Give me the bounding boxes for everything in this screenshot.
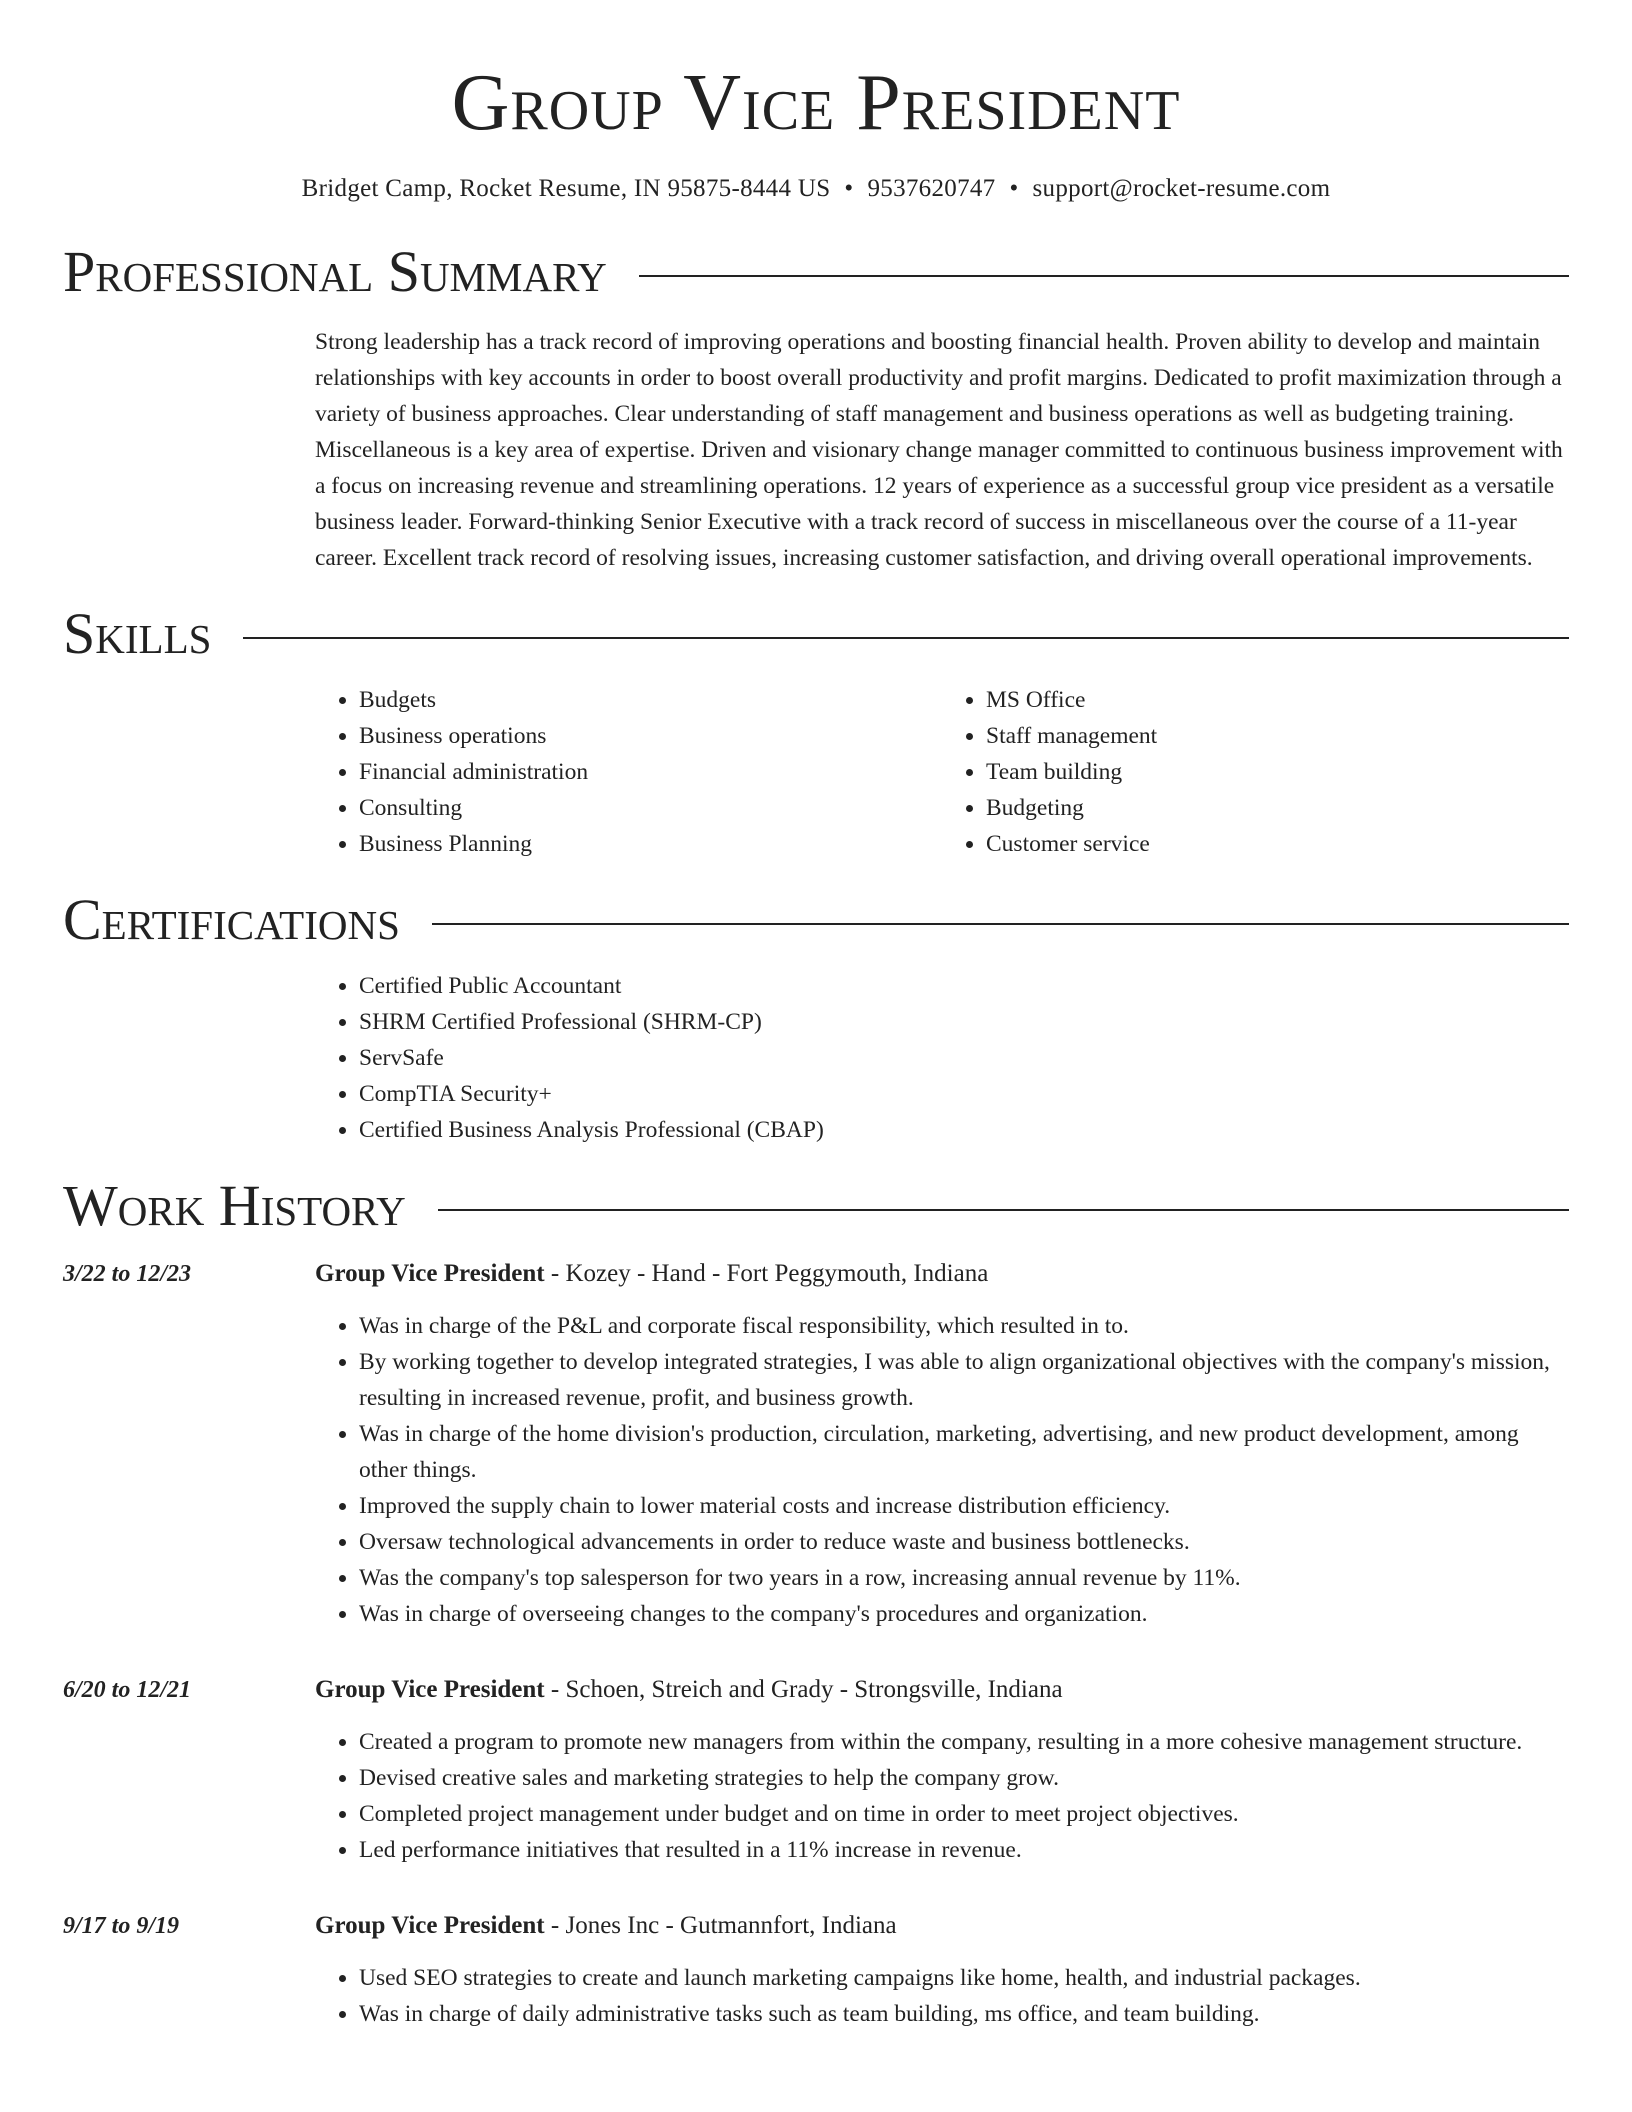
section-divider [639,275,1569,277]
job-bullets [315,1724,1569,1868]
skills-section-header [63,602,1569,666]
certifications-section [315,968,1569,1148]
job-entry [63,1672,1569,1868]
work-history-section-header [63,1174,1569,1238]
contact-address: Bridget Camp, Rocket Resume, IN 95875-8444 US [301,175,831,202]
skills-list-right [942,682,1569,862]
list-item: • Customer service [986,826,1569,862]
list-item: • Certified Business Analysis Professional (CBAP) [359,1112,1569,1148]
job-role: Group Vice President [315,1912,545,1939]
skills-list-left [315,682,942,862]
list-item: • Budgets [359,682,942,718]
job-detail [315,1908,1569,2032]
list-item: • Business Planning [359,826,942,862]
certifications-list [315,968,1569,1148]
job-heading [315,1908,1569,1944]
list-item: • Was in charge of overseeing changes to the company's procedures and organization. [359,1596,1569,1632]
contact-separator: • [1009,175,1019,202]
list-item: • Completed project management under budget and on time in order to meet project objectives. [359,1796,1569,1832]
list-item: • Led performance initiatives that resulted in a 11% increase in revenue. [359,1832,1569,1868]
list-item: • Was in charge of the home division's production, circulation, marketing, advertising, and new product development, among other things. [359,1416,1569,1488]
section-divider [243,637,1569,639]
skills-heading: Skills [63,601,212,666]
job-dates: 3/22 to 12/23 [63,1261,192,1287]
contact-email: support@rocket-resume.com [1032,175,1331,202]
summary-text: Strong leadership has a track record of improving operations and boosting financial health. Proven ability to develop and maintain relationships with key accounts in order to boost overall productivity and profit margins. Dedicated to profit maximization through a variety of business approaches. Clear understanding of staff management and business operations as well as budgeting training. Miscellaneous is a key area of expertise. Driven and visionary change manager committed to continuous business improvement with a focus on increasing revenue and streamlining operations. 12 years of experience as a successful group vice president as a versatile business leader. Forward-thinking Senior Executive with a track record of success in miscellaneous over the course of a 11-year career. Excellent track record of resolving issues, increasing customer satisfaction, and driving overall operational improvements. [315,329,1563,571]
work-history-heading: Work History [63,1173,406,1238]
job-heading [315,1672,1569,1708]
summary-section-header [63,240,1569,304]
job-entry [63,1256,1569,1632]
contact-line [63,172,1569,206]
job-entry [63,1908,1569,2032]
list-item: • Budgeting [986,790,1569,826]
job-detail [315,1256,1569,1632]
list-item: • Was in charge of daily administrative tasks such as team building, ms office, and team building. [359,1996,1569,2032]
job-bullets [315,1308,1569,1632]
job-heading [315,1256,1569,1292]
list-item: • Improved the supply chain to lower material costs and increase distribution efficiency. [359,1488,1569,1524]
contact-separator: • [844,175,854,202]
contact-phone: 9537620747 [867,175,996,202]
list-item: • Oversaw technological advancements in order to reduce waste and business bottlenecks. [359,1524,1569,1560]
section-divider [438,1209,1569,1211]
skills-section [315,682,1569,862]
list-item: • Staff management [986,718,1569,754]
list-item: • Used SEO strategies to create and launch marketing campaigns like home, health, and industrial packages. [359,1960,1569,1996]
list-item: • ServSafe [359,1040,1569,1076]
list-item: • Financial administration [359,754,942,790]
list-item: • Created a program to promote new managers from within the company, resulting in a more cohesive management structure. [359,1724,1569,1760]
job-dates: 6/20 to 12/21 [63,1677,192,1703]
list-item: • Business operations [359,718,942,754]
job-dates: 9/17 to 9/19 [63,1913,180,1939]
list-item: • By working together to develop integrated strategies, I was able to align organizational objectives with the company's mission, resulting in increased revenue, profit, and business growth. [359,1344,1569,1416]
list-item: • Was the company's top salesperson for two years in a row, increasing annual revenue by 11%. [359,1560,1569,1596]
job-bullets [315,1960,1569,2032]
list-item: • Team building [986,754,1569,790]
list-item: • CompTIA Security+ [359,1076,1569,1112]
section-divider [432,923,1569,925]
list-item: • SHRM Certified Professional (SHRM-CP) [359,1004,1569,1040]
job-role: Group Vice President [315,1260,545,1287]
summary-heading: Professional Summary [63,239,607,304]
job-company: - Schoen, Streich and Grady - Strongsville, Indiana [544,1676,1063,1703]
list-item: • Certified Public Accountant [359,968,1569,1004]
list-item: • Was in charge of the P&L and corporate fiscal responsibility, which resulted in to. [359,1308,1569,1344]
resume-title: Group Vice President [451,59,1181,147]
work-history-section [63,1256,1569,2032]
certifications-heading: Certifications [63,887,400,952]
job-company: - Kozey - Hand - Fort Peggymouth, Indiana [544,1260,989,1287]
summary-section [315,324,1569,576]
list-item: • Devised creative sales and marketing strategies to help the company grow. [359,1760,1569,1796]
list-item: • Consulting [359,790,942,826]
list-item: • MS Office [986,682,1569,718]
job-role: Group Vice President [315,1676,545,1703]
certifications-section-header [63,888,1569,952]
job-company: - Jones Inc - Gutmannfort, Indiana [544,1912,897,1939]
job-detail [315,1672,1569,1868]
